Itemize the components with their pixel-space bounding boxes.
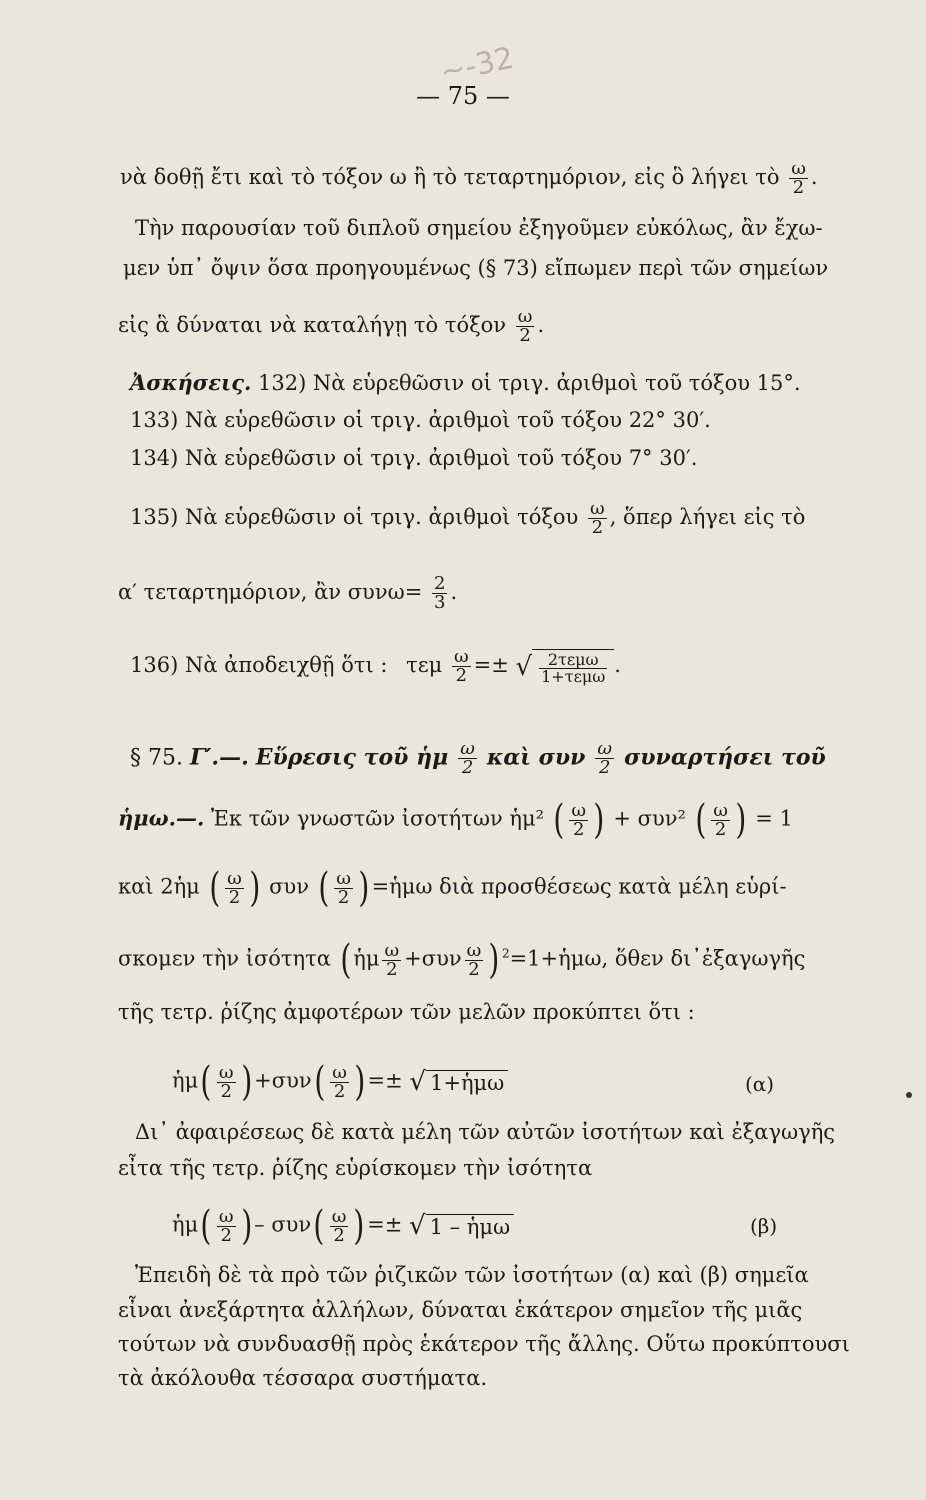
margin-dot <box>906 1092 912 1098</box>
fraction-omega-over-2: $\frac{\omega}{2}$ <box>791 158 806 198</box>
equation-alpha: ἡμ( $\frac{\omega}{2}$ ) +συν( $\frac{\omega}{2}$ ) =± √ 1+ἡμω <box>172 1062 508 1102</box>
paragraph-1-line-3: εἰς ἃ δύναται νὰ καταλήγῃ τὸ τόξον $\frac{\omega}{2}$ . <box>118 306 545 346</box>
paragraph-1-line-2: μεν ὑπ᾿ ὄψιν ὅσα προηγουμένως (§ 73) εἴπωμεν περὶ τῶν σημείων <box>123 256 829 280</box>
paragraph-3-line-2: εἶναι ἀνεξάρτητα ἀλλήλων, δύναται ἑκάτερον σημεῖον τῆς μιᾶς <box>118 1298 803 1322</box>
section-text-line-3: σκομεν τὴν ἰσότητα ( ἡμ $\frac{\omega}{2}$ +συν $\frac{\omega}{2}$ ) $^2$=1+ἡμω, ὅθεν δι᾿ἐξαγωγῆς <box>118 937 806 983</box>
section-text-line-2: καὶ 2ἡμ ( $\frac{\omega}{2}$ ) συν ( $\frac{\omega}{2}$ ) =ἡμω διὰ προσθέσεως κατὰ μέλη εὑρί- <box>118 865 787 911</box>
paragraph-3-line-3: τούτων νὰ συνδυασθῇ πρὸς ἑκάτερον τῆς ἄλλης. Οὕτω προκύπτουσι <box>118 1332 850 1356</box>
exercise-136: 136) Νὰ ἀποδειχθῇ ὅτι : τεμ $\frac{\omega}{2}$ =± √ $\frac{\text{2τεμω}}{\text{1+τεμω}}$ . <box>130 646 621 686</box>
exercise-135-continued: α′ τεταρτημόριον, ἂν συνω= $\frac{2}{3}$ . <box>118 573 458 613</box>
exercise-132: Ἀσκήσεις. 132) Νὰ εὑρεθῶσιν οἱ τριγ. ἀριθμοὶ τοῦ τόξου 15°. <box>130 370 801 395</box>
paragraph-3-line-4: τὰ ἀκόλουθα τέσσαρα συστήματα. <box>118 1366 488 1390</box>
square-root: √ $\frac{\text{2τεμω}}{\text{1+τεμω}}$ <box>516 649 615 685</box>
exercise-134: 134) Νὰ εὑρεθῶσιν οἱ τριγ. ἀριθμοὶ τοῦ τόξου 7° 30′. <box>130 446 698 470</box>
paragraph-1-line-1: Τὴν παρουσίαν τοῦ διπλοῦ σημείου ἐξηγοῦμεν εὐκόλως, ἂν ἔχω- <box>135 216 823 240</box>
page-number: — 75 — <box>416 82 510 110</box>
section-text-line-4: τῆς τετρ. ῥίζης ἀμφοτέρων τῶν μελῶν προκύπτει ὅτι : <box>118 1000 695 1024</box>
paragraph-2-line-1: Δι᾿ ἀφαιρέσεως δὲ κατὰ μέλη τῶν αὐτῶν ἰσοτήτων καὶ ἐξαγωγῆς <box>135 1120 836 1144</box>
paragraph-3-line-1: Ἐπειδὴ δὲ τὰ πρὸ τῶν ῥιζικῶν τῶν ἰσοτήτων (α) καὶ (β) σημεῖα <box>135 1263 809 1287</box>
exercise-135: 135) Νὰ εὑρεθῶσιν οἱ τριγ. ἀριθμοὶ τόξου $\frac{\omega}{2}$ , ὅπερ λήγει εἰς τὸ <box>130 498 806 538</box>
section-text-line-1: ἡμω.—. Ἐκ τῶν γνωστῶν ἰσοτήτων ἡμ² ( $\frac{\omega}{2}$ ) + συν² ( $\frac{\omega}{2}$ ) = 1 <box>118 797 793 843</box>
exercises-label: Ἀσκήσεις. <box>130 370 252 395</box>
equation-label-beta: (β) <box>750 1214 778 1238</box>
pencil-annotation: ~-32 <box>437 40 517 91</box>
exercise-133: 133) Νὰ εὑρεθῶσιν οἱ τριγ. ἀριθμοὶ τοῦ τόξου 22° 30′. <box>130 408 711 432</box>
equation-beta: ἡμ( $\frac{\omega}{2}$ ) – συν( $\frac{\omega}{2}$ ) =± √ 1 – ἡμω <box>172 1206 514 1246</box>
equation-label-alpha: (α) <box>745 1072 775 1096</box>
text-line-1: νὰ δοθῇ ἔτι καὶ τὸ τόξον ω ἢ τὸ τεταρτημόριον, εἰς ὃ λήγει τὸ $\frac{\omega}{2}$ . <box>120 158 818 198</box>
paragraph-2-line-2: εἶτα τῆς τετρ. ῥίζης εὑρίσκομεν τὴν ἰσότητα <box>118 1156 593 1180</box>
section-heading: § 75. Γ′.—. Εὕρεσις τοῦ ἡμ $\frac{\omega}{2}$ καὶ συν $\frac{\omega}{2}$ συναρτήσει τοῦ <box>130 738 826 778</box>
